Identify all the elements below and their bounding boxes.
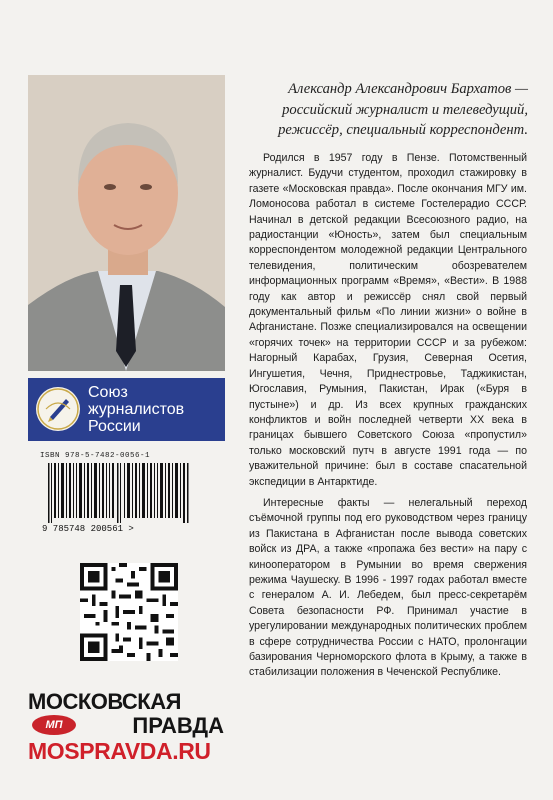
barcode — [40, 463, 208, 533]
brand-line-2: ПРАВДА — [132, 713, 224, 738]
biography-paragraph: Родился в 1957 году в Пензе. Потомственный журналист. Будучи студентом, проходил стажировку в газете «Московская правда». После окончания МГУ им. Ломоносова работал в системе Гостелерадио СССР. Начинал в детской редакции Всесоюзного радио, на радиостанции «Юность», затем был специальным корреспондентом молодежной редакции Центрального телевидения, политическим обозревателем информационных программ «Время», «Вести». В 1988 году как автор и режиссёр снял свой первый документальный фильм «По линии жизни» о войне в Афганистане. Позже специализировался на освещении «горячих точек» на территории СССР и за рубежом: Нагорный Карабах, Грузия, Северная Осетия, Ингушетия, Чечня, Приднестровье, Таджикистан, Югославия, Румыния, Пакистан, Ирак («Буря в пустыне») и др. Из всех крупных гражданских конфликтов и войн последней четверти XX века в границах бывшего Советского Союза «пропустил» только московский путч в августе 1991 года — по уважительной причине: был в составе спасательной экспедиции в Антарктиде. — [249, 152, 527, 488]
brand-badge: МП — [32, 715, 76, 735]
author-portrait-illustration — [28, 75, 225, 371]
author-photo — [28, 75, 225, 371]
union-name: Союз журналистов России — [88, 384, 185, 435]
author-heading: Александр Александрович Бархатов — российский журналист и телеведущий, режиссёр, специальный корреспондент. — [278, 81, 528, 138]
pen-nib-icon — [36, 387, 80, 431]
qr-code — [80, 563, 178, 661]
journalists-union-logo — [28, 378, 225, 441]
brand-website: MOSPRAVDA.RU — [28, 738, 211, 764]
author-biography — [249, 151, 527, 681]
moskovskaya-pravda-logo — [28, 690, 228, 764]
isbn-number: ISBN 978-5-7482-0056-1 — [40, 452, 151, 460]
brand-line-1: МОСКОВСКАЯ — [28, 689, 181, 714]
biography-paragraph: Интересные факты — нелегальный переход съёмочной группы под его руководством через границу из Пакистана в Афганистан после вывода советских войск из ДРА, а также «пропажа без вести» на пару с кинооператором в Румынии во время свержения режима Чаушеску. В 1996 - 1997 годах работал вместе с генералом А. И. Лебедем, был пресс-секретарём Совета безопасности РФ. Принимал участие в урегулировании международных политических проблем в сфере сотрудничества России с НАТО, пролонгации базирования Черноморского флота в Крыму, а также в стабилизации положения в Чеченской Республике. — [249, 496, 527, 679]
barcode-number: 9 785748 200561 > — [42, 524, 134, 533]
